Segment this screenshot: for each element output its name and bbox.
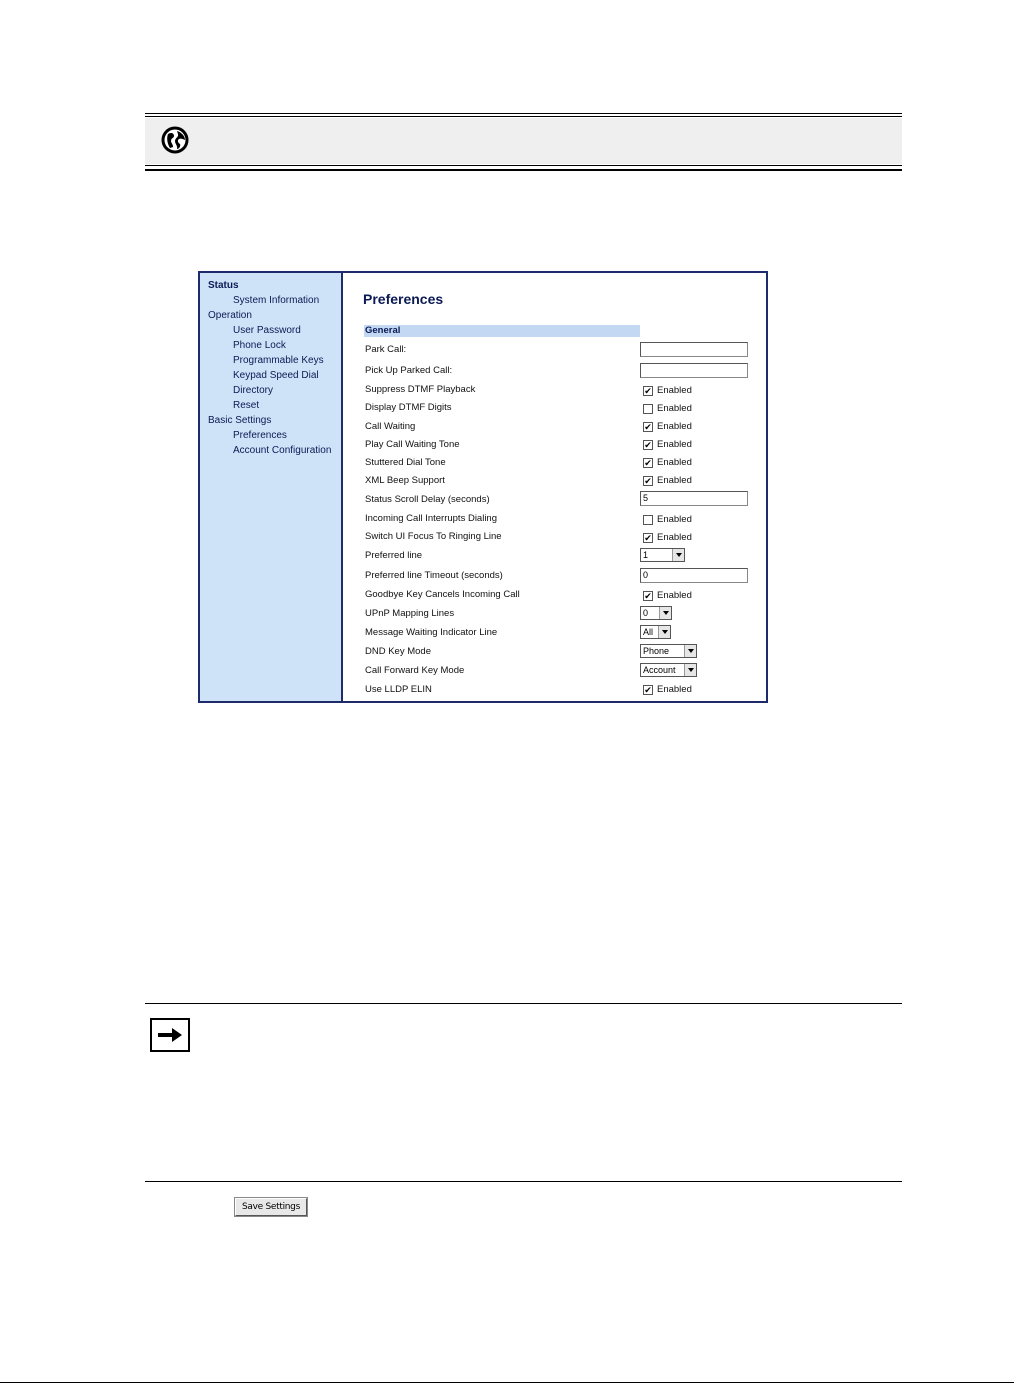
- status-scroll-delay-label: Status Scroll Delay (seconds): [365, 494, 490, 505]
- top-rule-2: [145, 116, 902, 117]
- sidebar-nav: [200, 273, 343, 701]
- play-call-waiting-tone-enabled-label: Enabled: [657, 439, 692, 450]
- xml-beep-support-label: XML Beep Support: [365, 475, 445, 486]
- sidebar-item-keypad-speed-dial[interactable]: Keypad Speed Dial: [233, 370, 319, 381]
- chevron-down-icon: [672, 549, 684, 561]
- page-title: Preferences: [363, 291, 444, 307]
- switch-ui-focus-checkbox[interactable]: ✔: [644, 533, 652, 543]
- save-settings-button[interactable]: Save Settings: [235, 1198, 307, 1216]
- sidebar-item-preferences[interactable]: Preferences: [233, 430, 287, 441]
- pick-up-parked-call-label: Pick Up Parked Call:: [365, 365, 453, 376]
- call-forward-key-mode-label: Call Forward Key Mode: [365, 665, 465, 676]
- chevron-down-icon: [684, 645, 696, 657]
- dnd-key-mode-select[interactable]: [640, 644, 697, 658]
- stuttered-dial-tone-label: Stuttered Dial Tone: [365, 457, 446, 468]
- band-rule-1: [145, 165, 902, 166]
- top-rule-1: [145, 113, 902, 114]
- sidebar-item-directory[interactable]: Directory: [233, 385, 274, 396]
- sidebar-heading-basic-settings: Basic Settings: [208, 415, 272, 426]
- call-forward-key-mode-select[interactable]: [640, 663, 697, 677]
- xml-beep-support-enabled-label: Enabled: [657, 475, 692, 486]
- suppress-dtmf-label: Suppress DTMF Playback: [365, 384, 476, 395]
- play-call-waiting-tone-label: Play Call Waiting Tone: [365, 439, 460, 450]
- mwi-line-select[interactable]: [640, 625, 671, 639]
- sidebar-item-account-configuration[interactable]: Account Configuration: [233, 445, 332, 456]
- arrow-right-icon: [156, 1026, 184, 1044]
- dnd-key-mode-label: DND Key Mode: [365, 646, 431, 657]
- page-bottom-rule: [0, 1382, 1014, 1383]
- mwi-line-label: Message Waiting Indicator Line: [365, 627, 498, 638]
- goodbye-key-checkbox[interactable]: ✔: [644, 591, 652, 601]
- pick-up-parked-call-input[interactable]: [640, 363, 748, 378]
- upnp-mapping-select[interactable]: [640, 606, 672, 620]
- note-box: [150, 1018, 190, 1052]
- upnp-mapping-value: 0: [643, 608, 649, 618]
- park-call-input[interactable]: [640, 342, 748, 357]
- preferred-line-timeout-label: Preferred line Timeout (seconds): [365, 570, 503, 581]
- sidebar-heading-operation: Operation: [208, 310, 252, 321]
- sidebar-item-user-password[interactable]: User Password: [233, 325, 301, 336]
- park-call-label: Park Call:: [365, 344, 407, 355]
- sidebar-item-phone-lock[interactable]: Phone Lock: [233, 340, 286, 351]
- preferences-panel: [343, 273, 766, 701]
- dnd-key-mode-value: Phone: [643, 646, 670, 656]
- call-waiting-label: Call Waiting: [365, 421, 416, 432]
- stuttered-dial-tone-enabled-label: Enabled: [657, 457, 692, 468]
- globe-icon: [160, 125, 190, 155]
- goodbye-key-label: Goodbye Key Cancels Incoming Call: [365, 589, 520, 600]
- suppress-dtmf-checkbox[interactable]: ✔: [644, 386, 652, 396]
- upnp-mapping-label: UPnP Mapping Lines: [365, 608, 455, 619]
- use-lldp-elin-label: Use LLDP ELIN: [365, 684, 432, 695]
- preferences-screenshot: [198, 271, 768, 703]
- xml-beep-support-checkbox[interactable]: ✔: [644, 476, 652, 486]
- play-call-waiting-tone-checkbox[interactable]: ✔: [644, 440, 652, 450]
- use-lldp-elin-enabled-label: Enabled: [657, 684, 692, 695]
- chevron-down-icon: [658, 626, 670, 638]
- display-dtmf-enabled-label: Enabled: [657, 403, 692, 414]
- preferred-line-value: 1: [643, 550, 649, 560]
- chevron-down-icon: [684, 664, 696, 676]
- call-forward-key-mode-value: Account: [643, 665, 676, 675]
- band-rule-2: [145, 169, 902, 171]
- preferred-line-label: Preferred line: [365, 550, 423, 561]
- section-header-general: General: [364, 325, 640, 337]
- status-scroll-delay-input[interactable]: 5: [640, 491, 748, 506]
- chevron-down-icon: [659, 607, 671, 619]
- call-waiting-enabled-label: Enabled: [657, 421, 692, 432]
- display-dtmf-label: Display DTMF Digits: [365, 402, 452, 413]
- sidebar-item-system-information[interactable]: System Information: [233, 295, 320, 306]
- note-rule-bottom: [145, 1181, 902, 1182]
- mwi-line-value: All: [643, 627, 654, 637]
- sidebar-heading-status: Status: [208, 280, 239, 291]
- sidebar-item-programmable-keys[interactable]: Programmable Keys: [233, 355, 324, 366]
- incoming-call-interrupts-enabled-label: Enabled: [657, 514, 692, 525]
- preferred-line-timeout-input[interactable]: 0: [640, 568, 748, 583]
- suppress-dtmf-enabled-label: Enabled: [657, 385, 692, 396]
- display-dtmf-checkbox[interactable]: [643, 404, 653, 414]
- note-rule-top: [145, 1003, 902, 1004]
- incoming-call-interrupts-checkbox[interactable]: [643, 515, 653, 525]
- web-ui-band: [145, 118, 902, 164]
- incoming-call-interrupts-label: Incoming Call Interrupts Dialing: [365, 513, 498, 524]
- preferred-line-select[interactable]: [640, 548, 685, 562]
- use-lldp-elin-checkbox[interactable]: ✔: [644, 685, 652, 695]
- switch-ui-focus-label: Switch UI Focus To Ringing Line: [365, 531, 502, 542]
- goodbye-key-enabled-label: Enabled: [657, 590, 692, 601]
- stuttered-dial-tone-checkbox[interactable]: ✔: [644, 458, 652, 468]
- call-waiting-checkbox[interactable]: ✔: [644, 422, 652, 432]
- sidebar-item-reset[interactable]: Reset: [233, 400, 260, 411]
- switch-ui-focus-enabled-label: Enabled: [657, 532, 692, 543]
